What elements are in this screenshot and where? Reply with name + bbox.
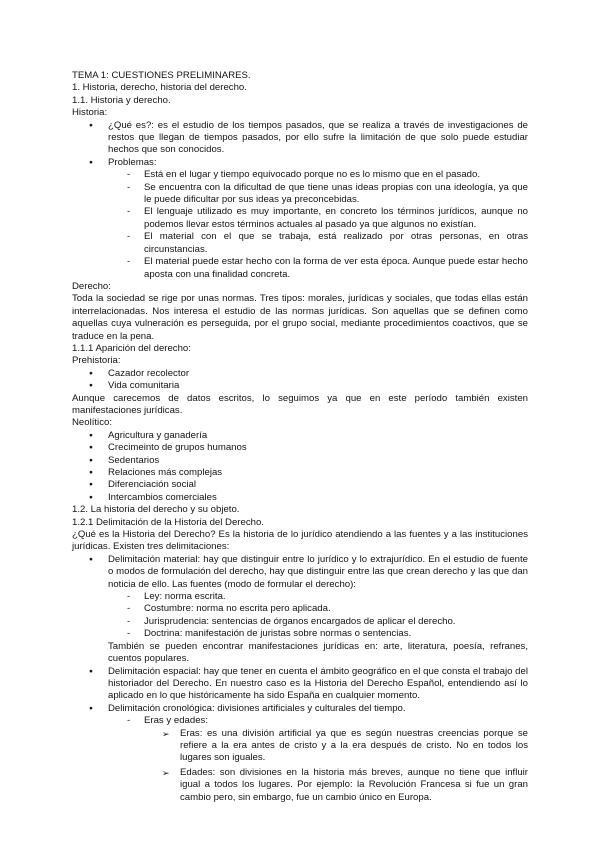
derecho-label: Derecho: [72,280,111,292]
heading-1-2-1: 1.2.1 Delimitación de la Historia del Derecho. [72,516,264,528]
list-item: ● Cazador recolector [72,368,528,380]
delimitacion-cronologica: ● Delimitación cronológica: divisiones artificiales y culturales del tiempo. [108,702,406,714]
prehistoria-label: Prehistoria: [72,355,121,367]
historia-label: Historia: [72,107,108,119]
list-item: - Está en el lugar y tiempo equivocado porque no es lo mismo que en el pasado. [108,169,528,181]
neolitico-label: Neolítico: [72,417,112,429]
list-item: - El lenguaje utilizado es muy importante, en concreto los términos jurídicos, aunque no podemos llevar estos términos actuales al pasado ya que algunos no existían. [108,206,528,231]
delimitaciones-list [72,554,528,804]
heading-1: 1. Historia, derecho, historia del derecho. [72,82,247,94]
list-item: ➢ Edades: son divisiones en la historia más breves, aunque no tiene que influir igual a todos los lugares. Por ejemplo: la Revolución Francesa si fue un gran cambio pero, sin embargo, fue un cambio único en Europa. [144,767,528,804]
heading-1-1: 1.1. Historia y derecho. [72,94,171,106]
list-item: ● Intercambios comerciales [72,492,528,504]
list-item [72,157,528,281]
list-item: - Costumbre: norma no escrita pero aplicada. [108,603,528,615]
problemas-label: Problemas: [108,156,157,168]
neolitico-list [72,430,528,504]
list-item: - Jurisprudencia: sentencias de órganos encargados de aplicar el derecho. [108,616,528,628]
list-item [108,715,528,804]
list-item: ● ¿Qué es?: es el estudio de los tiempos pasados, que se realiza a través de investigaciones de restos que llegan de tiempos pasados, por ello sufre la limitación de que solo puede estudiar hechos que son conocidos. [72,120,528,157]
list-item: ● Delimitación espacial: hay que tener en cuenta el ámbito geográfico en el que consta el trabajo del historiador del Derecho. En nuestro caso es la Historia del Derecho Español, entendiendo así lo aplicado en lo que históricamente ha sido España en cualquier momento. [72,666,528,703]
list-item: ● Diferenciación social [72,479,528,491]
que-es-hd-text: ¿Qué es la Historia del Derecho? Es la historia de lo jurídico atendiendo a las fuentes y a las instituciones jurídicas. Existen tres delimitaciones: [72,529,528,553]
list-item: ● Agricultura y ganadería [72,430,528,442]
list-item [72,703,528,804]
eras-label: Eras y edades: [144,715,208,727]
prehistoria-list [72,368,528,393]
aunque-text: Aunque carecemos de datos escritos, lo seguimos ya que en este período también existen manifestaciones jurídicas. [72,392,528,416]
historia-list [72,120,528,281]
document-page [72,70,528,804]
problemas-list [108,169,528,281]
list-item: - Doctrina: manifestación de juristas sobre normas o sentencias. [108,628,528,640]
list-item: - El material puede estar hecho con la forma de ver esta época. Aunque puede estar hecho aposta con una finalidad concreta. [108,256,528,281]
fuentes-list [108,591,528,641]
list-item: ➢ Eras: es una división artificial ya que es según nuestras creencias porque se refiere a la era antes de cristo y a la era después de cristo. No en todos los lugares son iguales. [144,728,528,765]
heading-1-1-1: 1.1.1 Aparición del derecho: [72,342,191,354]
list-item: ● Vida comunitaria [72,380,528,392]
delimitacion-material: ● Delimitación material: hay que distinguir entre lo jurídico y lo extrajurídico. En el estudio de fuente o modos de formulación del derecho, hay que distinguir entre las que crean derecho y las que dan noticia de ello. Las fuentes (modo de formular el derecho): [108,553,528,590]
list-item: ● Crecimeinto de grupos humanos [72,442,528,454]
list-item: ● Relaciones más complejas [72,467,528,479]
list-item: - Se encuentra con la dificultad de que tiene unas ideas propias con una ideología, ya que le puede dificultar por sus ideas ya preconcebidas. [108,182,528,207]
list-item: - Ley: norma escrita. [108,591,528,603]
heading-1-2: 1.2. La historia del derecho y su objeto. [72,504,240,516]
derecho-text: Toda la sociedad se rige por unas normas. Tres tipos: morales, jurídicas y sociales, que todas ellas están interrelacionadas. Nos interesa el estudio de las normas jurídicas. Son aquellas que se definen como aquellas cuya vulneración es perseguida, por el grupo social, mediante procedimientos coactivos, que se traduce en la pena. [72,293,528,342]
list-item: ● Sedentarios [72,455,528,467]
eras-list [108,715,528,804]
list-item: - El material con el que se trabaja, está realizado por otras personas, en otras circunstancias. [108,231,528,256]
doc-title: TEMA 1: CUESTIONES PRELIMINARES. [72,70,251,81]
list-item [72,554,528,666]
eras-sublist [144,728,528,804]
tambien-text: También se pueden encontrar manifestaciones jurídicas en: arte, literatura, poesía, refranes, cuentos populares. [108,640,528,665]
